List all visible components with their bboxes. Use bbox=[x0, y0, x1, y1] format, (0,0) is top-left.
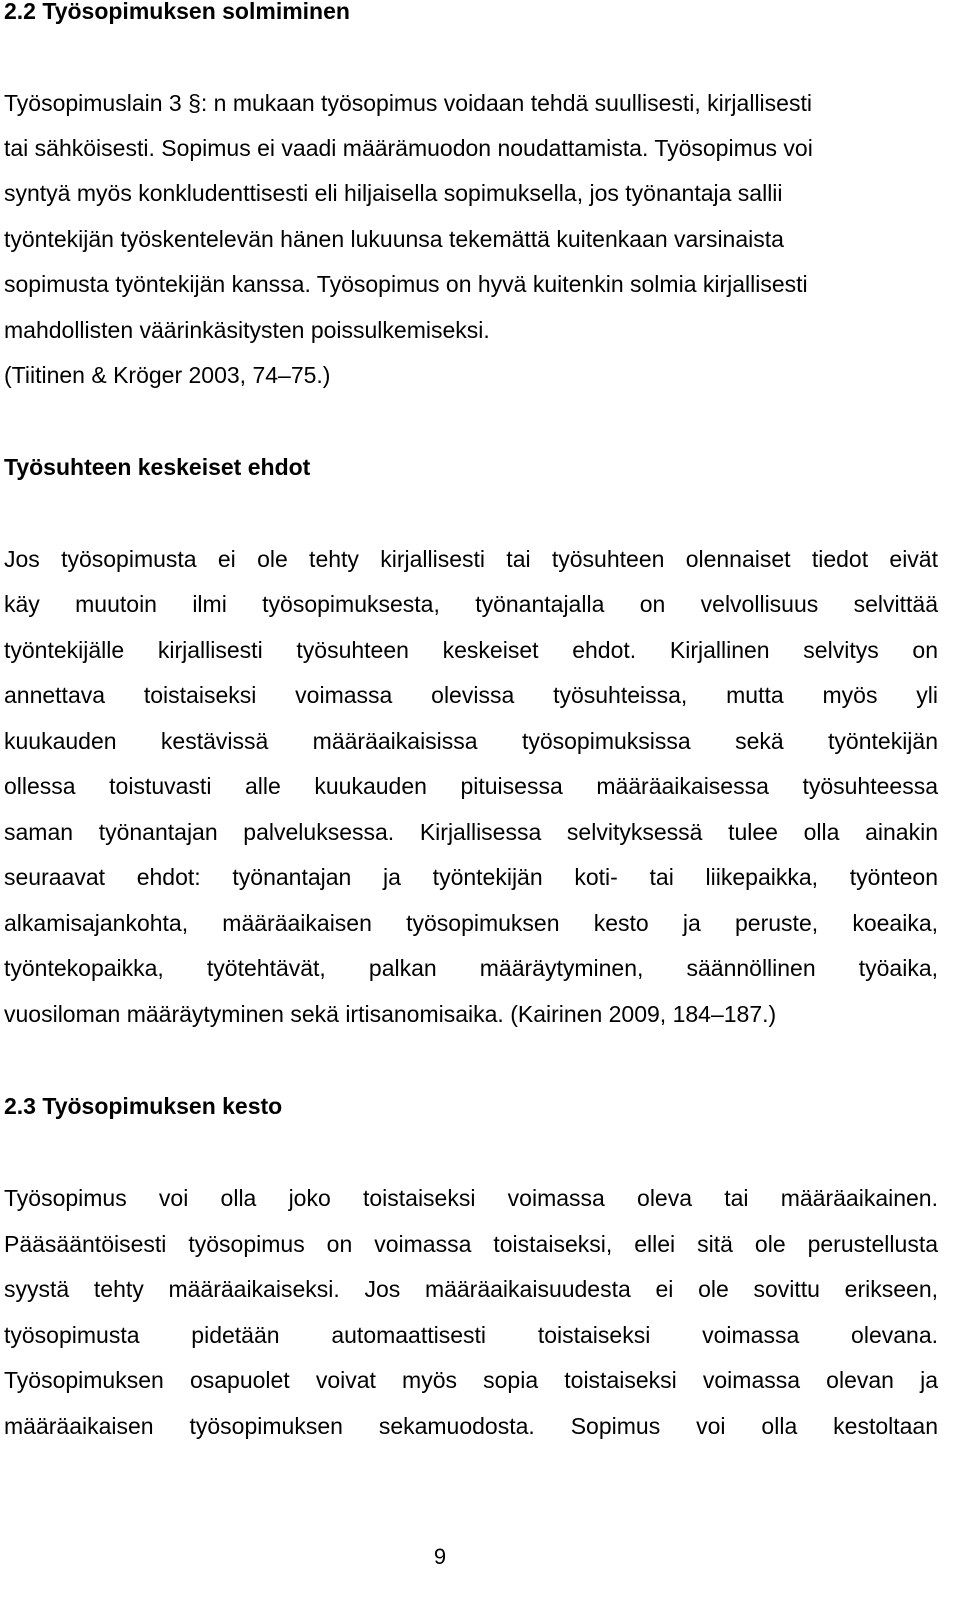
paragraph-line: syntyä myös konkludenttisesti eli hiljaisella sopimuksella, jos työnantaja sallii bbox=[4, 180, 783, 206]
paragraph-line: määräaikaisen työsopimuksen sekamuodosta. Sopimus voi olla kestoltaan bbox=[4, 1413, 938, 1439]
paragraph-line: Jos työsopimusta ei ole tehty kirjallisesti tai työsuhteen olennaiset tiedot eivät bbox=[4, 546, 938, 572]
paragraph-line: tai sähköisesti. Sopimus ei vaadi määrämuodon noudattamista. Työsopimus voi bbox=[4, 135, 813, 161]
paragraph-line: työntekijän työskentelevän hänen lukuunsa tekemättä kuitenkaan varsinaista bbox=[4, 226, 784, 252]
section-heading-2-3: 2.3 Työsopimuksen kesto bbox=[4, 1093, 283, 1119]
paragraph-line: työntekopaikka, työtehtävät, palkan määräytyminen, säännöllinen työaika, bbox=[4, 955, 938, 981]
subsection-heading: Työsuhteen keskeiset ehdot bbox=[4, 454, 311, 480]
paragraph-line: sopimusta työntekijän kanssa. Työsopimus on hyvä kuitenkin solmia kirjallisesti bbox=[4, 271, 808, 297]
paragraph-line: työsopimusta pidetään automaattisesti toistaiseksi voimassa olevana. bbox=[4, 1322, 938, 1348]
paragraph-line: alkamisajankohta, määräaikaisen työsopimuksen kesto ja peruste, koeaika, bbox=[4, 910, 938, 936]
paragraph-line: vuosiloman määräytyminen sekä irtisanomisaika. (Kairinen 2009, 184–187.) bbox=[4, 1001, 777, 1027]
paragraph-line: Pääsääntöisesti työsopimus on voimassa toistaiseksi, ellei sitä ole perustellusta bbox=[4, 1231, 938, 1257]
paragraph-line: annettava toistaiseksi voimassa olevissa työsuhteissa, mutta myös yli bbox=[4, 682, 938, 708]
paragraph-line: saman työnantajan palveluksessa. Kirjallisessa selvityksessä tulee olla ainakin bbox=[4, 819, 938, 845]
paragraph-line: mahdollisten väärinkäsitysten poissulkemiseksi. bbox=[4, 317, 490, 343]
paragraph-line: kuukauden kestävissä määräaikaisissa työsopimuksissa sekä työntekijän bbox=[4, 728, 938, 754]
paragraph-line: työntekijälle kirjallisesti työsuhteen keskeiset ehdot. Kirjallinen selvitys on bbox=[4, 637, 938, 663]
paragraph-line: Työsopimus voi olla joko toistaiseksi voimassa oleva tai määräaikainen. bbox=[4, 1185, 938, 1211]
paragraph-line: syystä tehty määräaikaiseksi. Jos määräaikaisuudesta ei ole sovittu erikseen, bbox=[4, 1276, 938, 1302]
paragraph-line: Työsopimuslain 3 §: n mukaan työsopimus voidaan tehdä suullisesti, kirjallisesti bbox=[4, 90, 812, 116]
section-heading-2-2: 2.2 Työsopimuksen solmiminen bbox=[4, 0, 350, 24]
page-number: 9 bbox=[433, 1544, 447, 1569]
citation-line: (Tiitinen & Kröger 2003, 74–75.) bbox=[4, 362, 331, 388]
paragraph-line: Työsopimuksen osapuolet voivat myös sopia toistaiseksi voimassa olevan ja bbox=[4, 1367, 938, 1393]
paragraph-line: seuraavat ehdot: työnantajan ja työntekijän koti- tai liikepaikka, työnteon bbox=[4, 864, 938, 890]
paragraph-line: käy muutoin ilmi työsopimuksesta, työnantajalla on velvollisuus selvittää bbox=[4, 591, 938, 617]
paragraph-line: ollessa toistuvasti alle kuukauden pituisessa määräaikaisessa työsuhteessa bbox=[4, 773, 938, 799]
